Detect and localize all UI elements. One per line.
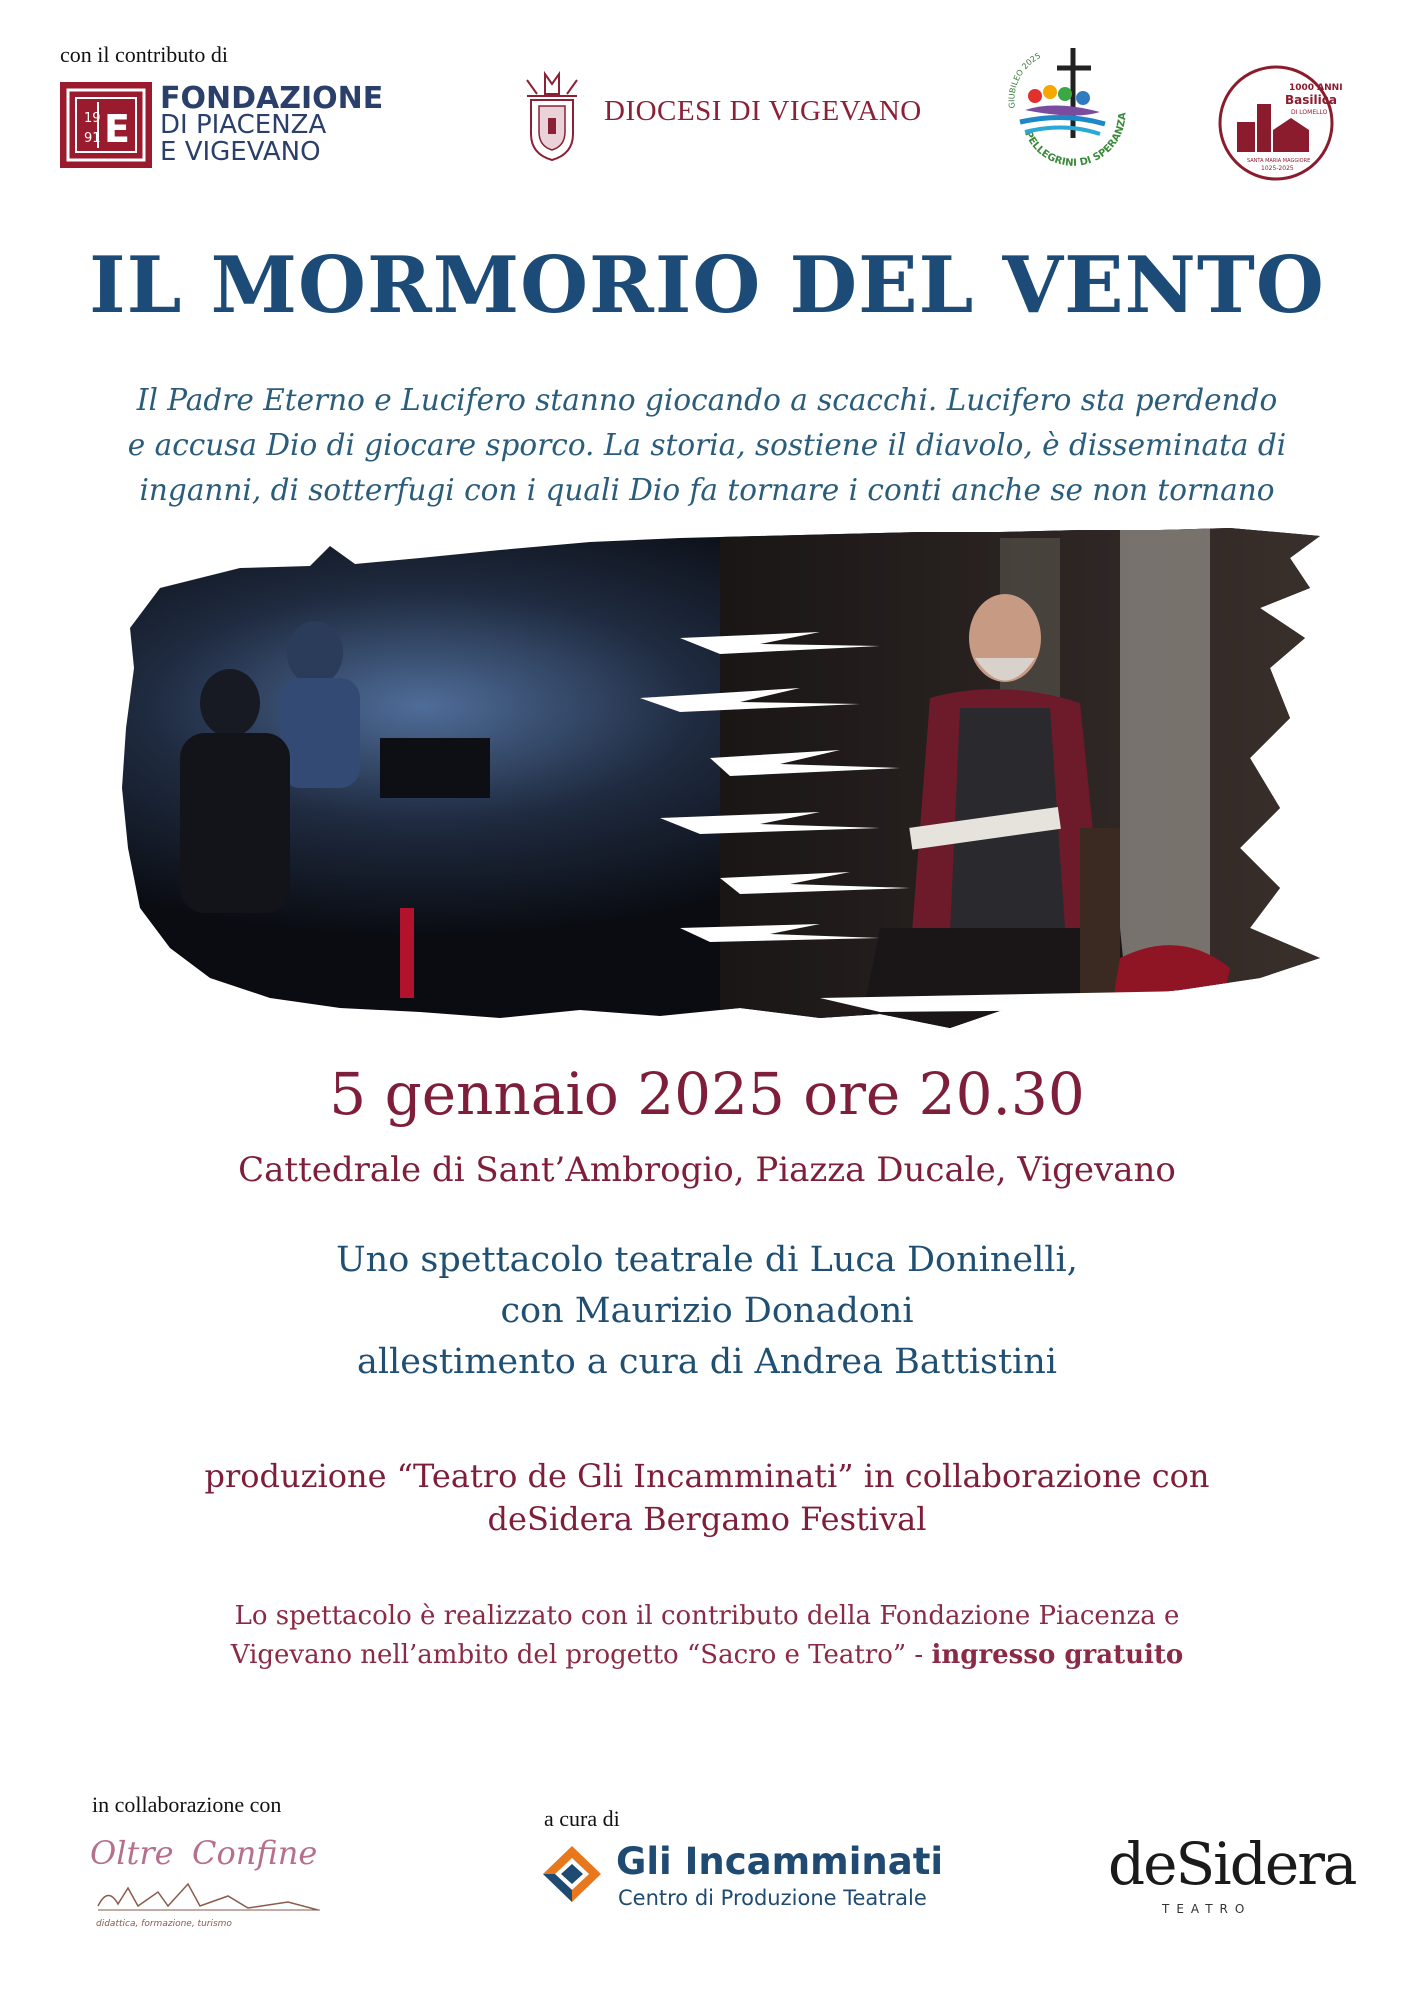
note-line2-text: Vigevano nell’ambito del progetto “Sacro e Teatro” - (230, 1640, 932, 1670)
incamminati-name: Gli Incamminati (616, 1840, 944, 1883)
note-line1: Lo spettacolo è realizzato con il contributo della Fondazione Piacenza e (234, 1601, 1180, 1631)
oltre-confine-logo (88, 1826, 328, 1931)
basilica-line1: 1000 ANNI (1289, 83, 1343, 93)
oltre-name-a: Oltre (90, 1834, 174, 1872)
desidera-subtitle: TEATRO (1162, 1902, 1252, 1916)
event-date: 5 gennaio 2025 ore 20.30 (329, 1060, 1085, 1128)
oltre-name-b: Confine (192, 1834, 318, 1872)
jubilee-arc-bottom: PELLEGRINI DI SPERANZA (1022, 112, 1129, 168)
acura-label: a cura di (544, 1806, 620, 1831)
basilica-logo-icon (1217, 64, 1343, 182)
credit-line: Uno spettacolo teatrale di Luca Doninelli, (336, 1240, 1078, 1280)
contrib-label: con il contributo di (60, 42, 229, 67)
diocese-crest-icon (523, 70, 581, 162)
credit-line: con Maurizio Donadoni (500, 1291, 914, 1331)
note-line2 (0, 1636, 1414, 1675)
collab-label: in collaborazione con (92, 1792, 282, 1817)
fondazione-line2: DI PIACENZA (160, 110, 327, 140)
basilica-line3: DI LOMELLO (1291, 109, 1328, 116)
synopsis-line: Il Padre Eterno e Lucifero stanno giocando a scacchi. Lucifero sta perdendo (136, 383, 1278, 417)
performance-photo (120, 528, 1330, 1038)
event-venue: Cattedrale di Sant’Ambrogio, Piazza Ducale, Vigevano (238, 1150, 1176, 1190)
basilica-line4: SANTA MARIA MAGGIORE (1247, 158, 1311, 164)
page-title: IL MORMORIO DEL VENTO (89, 240, 1325, 331)
fondazione-line1: FONDAZIONE (160, 81, 384, 116)
fondazione-logo-icon (60, 82, 152, 168)
funding-note (0, 1597, 1414, 1675)
synopsis-line: inganni, di sotterfugi con i quali Dio fa tornare i conti anche se non tornano (139, 473, 1275, 507)
jubilee-arc-top: GIUBILEO 2025 (1007, 51, 1043, 109)
basilica-line2: Basilica (1285, 93, 1337, 107)
synopsis (110, 378, 1304, 513)
fondazione-mark-top: 19 (84, 111, 101, 126)
oltre-tagline: didattica, formazione, turismo (96, 1919, 232, 1929)
free-entry-label: ingresso gratuito (931, 1640, 1184, 1670)
desidera-logo: deSidera (1108, 1830, 1356, 1898)
basilica-line5: 1025-2025 (1261, 165, 1294, 172)
fondazione-mark-letter: E (104, 107, 130, 151)
synopsis-line: e accusa Dio di giocare sporco. La storia, sostiene il diavolo, è disseminata di (127, 428, 1287, 462)
fondazione-mark-bottom: 91 (84, 131, 101, 146)
fondazione-line3: E VIGEVANO (160, 137, 321, 167)
production-line: produzione “Teatro de Gli Incamminati” in collaborazione con (204, 1457, 1210, 1495)
credit-line: allestimento a cura di Andrea Battistini (357, 1342, 1057, 1382)
fondazione-name (160, 81, 384, 167)
diocese-name: DIOCESI DI VIGEVANO (604, 95, 922, 127)
jubilee-logo-icon (995, 38, 1130, 168)
credits (0, 1235, 1414, 1388)
production-line: deSidera Bergamo Festival (487, 1500, 927, 1538)
incamminati-logo-icon (541, 1844, 603, 1904)
production-info (0, 1455, 1414, 1541)
incamminati-subtitle: Centro di Produzione Teatrale (618, 1886, 927, 1910)
